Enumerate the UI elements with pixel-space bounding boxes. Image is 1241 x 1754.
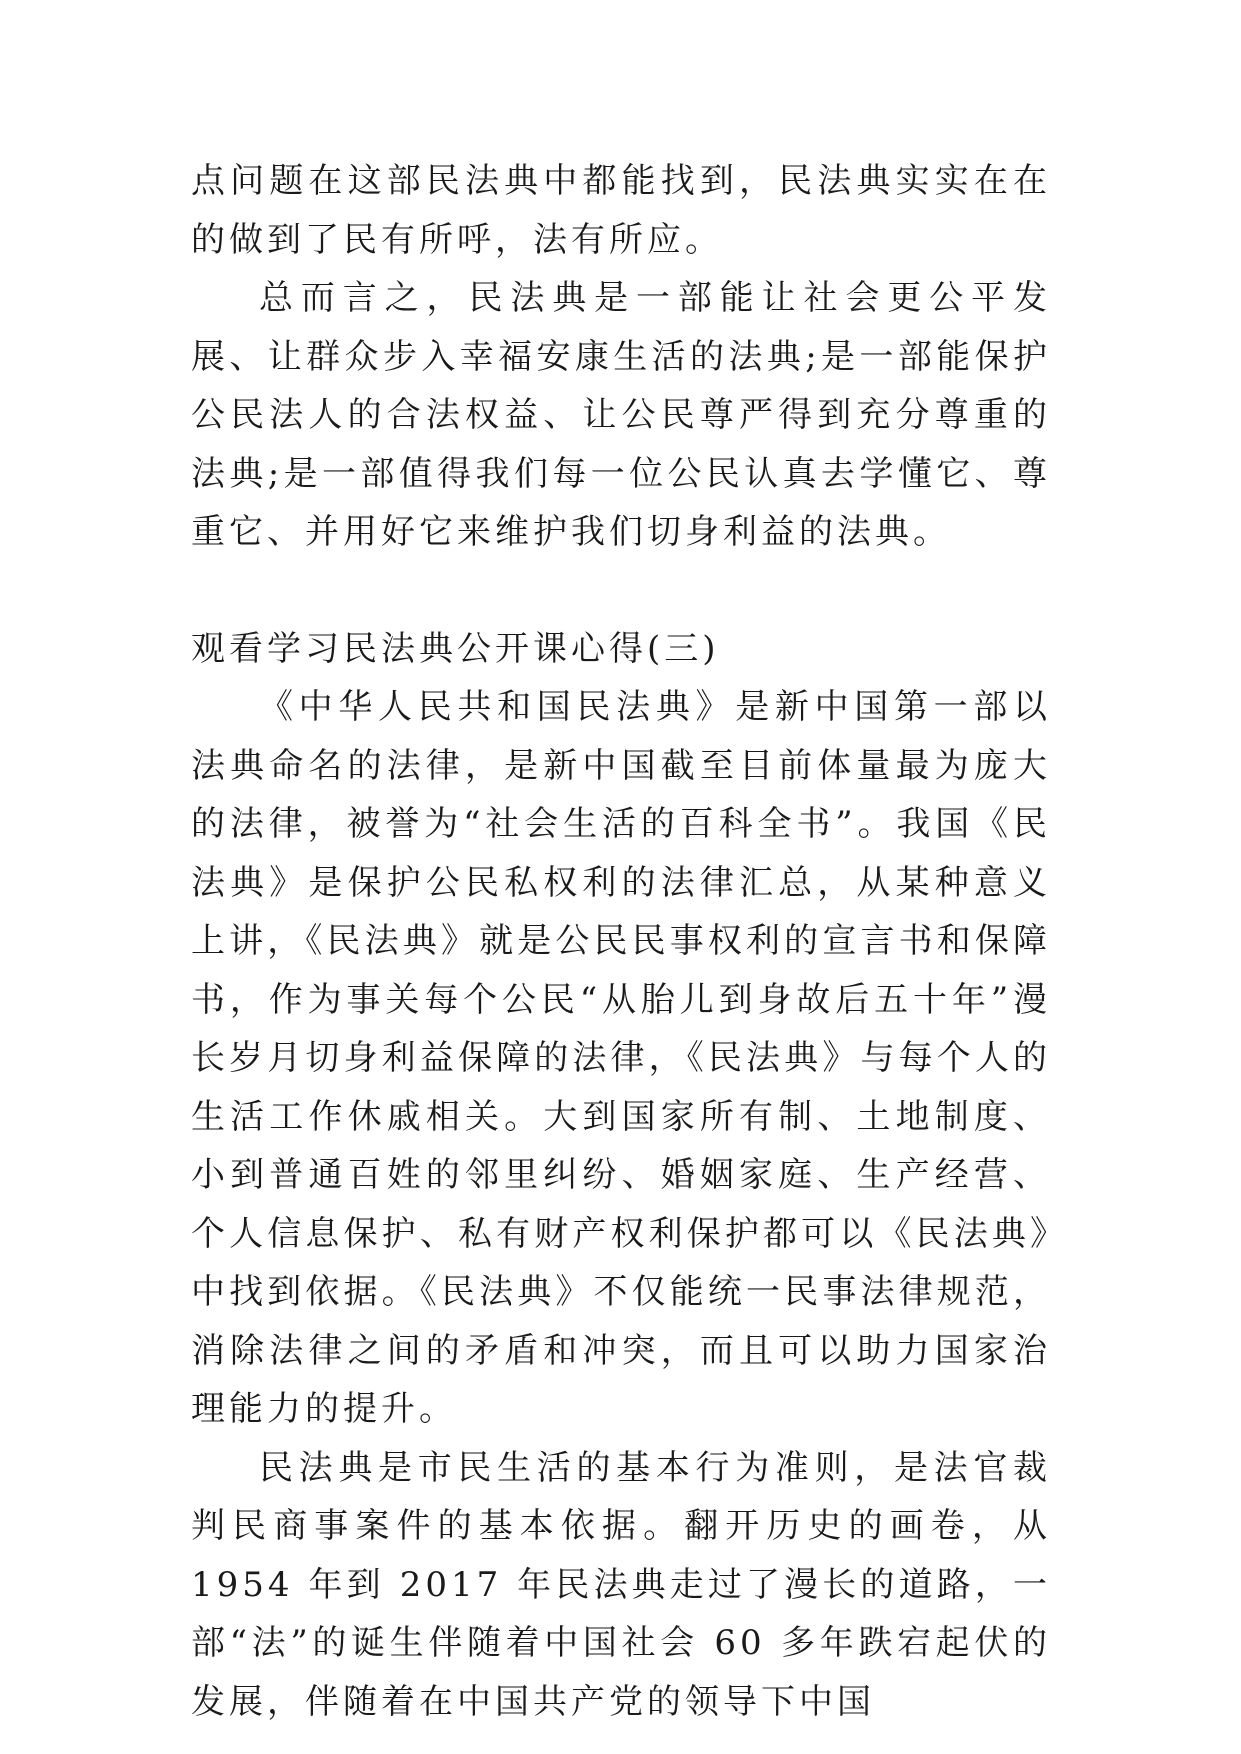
document-body [191,152,1051,1731]
section-title: 观看学习民法典公开课心得(三) [191,628,720,669]
paragraph-history: 民法典是市民生活的基本行为准则，是法官裁判民商事案件的基本依据。翻开历史的画卷，从 1954 年到 2017 年民法典走过了漫长的道路，一部“法”的诞生伴随着中国社会 60 多年跌宕起伏的发展，伴随着在中国共产党的领导下中国 [191,1447,1051,1722]
section-spacer [191,562,1051,620]
paragraph-summary: 总而言之，民法典是一部能让社会更公平发展、让群众步入幸福安康生活的法典;是一部能保护公民法人的合法权益、让公民尊严得到充分尊重的法典;是一部值得我们每一位公民认真去学懂它、尊重它、并用好它来维护我们切身利益的法典。 [191,278,1051,552]
paragraph-continued: 点问题在这部民法典中都能找到，民法典实实在在的做到了民有所呼，法有所应。 [191,161,1051,260]
paragraph-intro: 《中华人民共和国民法典》是新中国第一部以法典命名的法律，是新中国截至目前体量最为庞大的法律，被誉为“社会生活的百科全书”。我国《民法典》是保护公民私权利的法律汇总，从某种意义上讲，《民法典》就是公民民事权利的宣言书和保障书，作为事关每个公民“从胎儿到身故后五十年”漫长岁月切身利益保障的法律，《民法典》与每个人的生活工作休戚相关。大到国家所有制、土地制度、小到普通百姓的邻里纠纷、婚姻家庭、生产经营、个人信息保护、私有财产权利保护都可以《民法典》中找到依据。《民法典》不仅能统一民事法律规范，消除法律之间的矛盾和冲突，而且可以助力国家治理能力的提升。 [191,687,1051,1429]
